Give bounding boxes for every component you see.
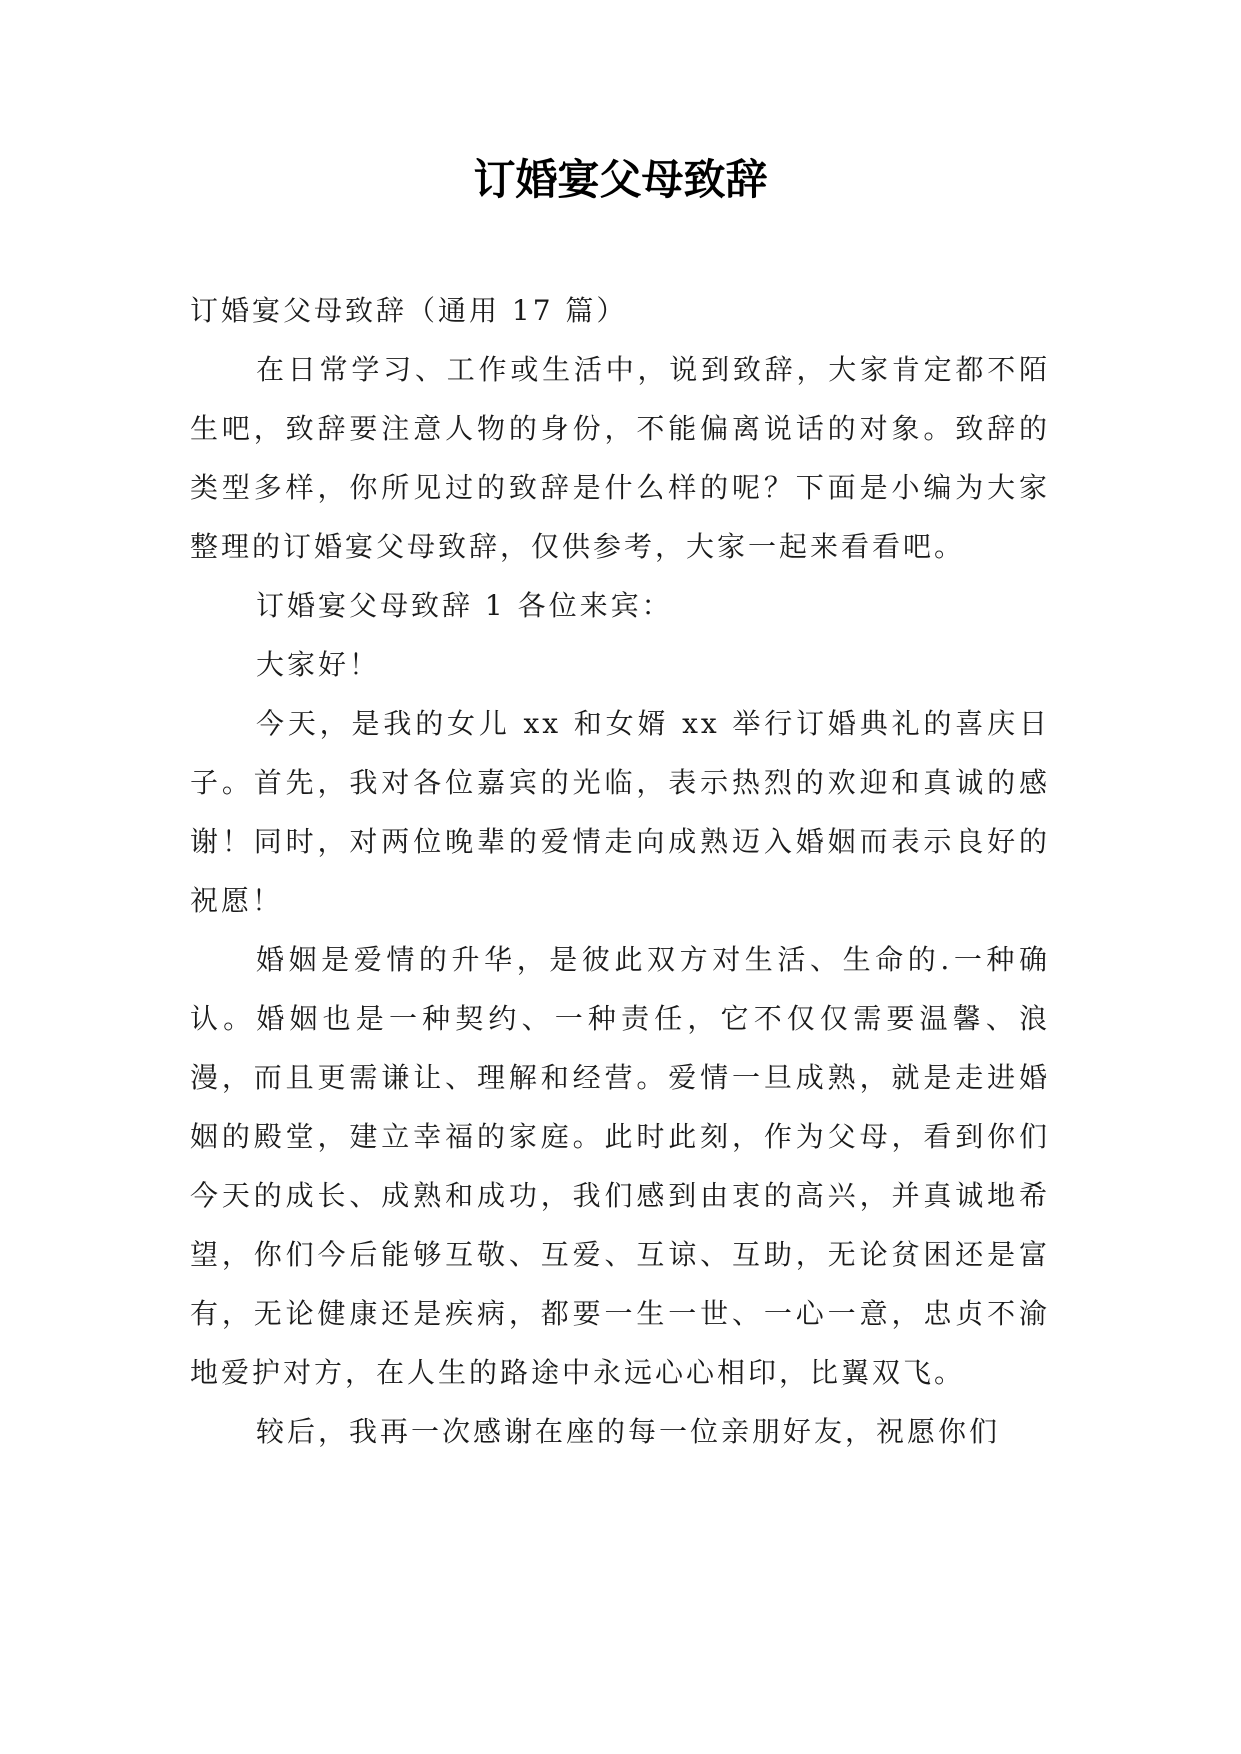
body-paragraph: 较后，我再一次感谢在座的每一位亲朋好友，祝愿你们 xyxy=(256,1415,1001,1448)
document-body xyxy=(190,281,1050,1461)
body-paragraph: 今天，是我的女儿 xx 和女婿 xx 举行订婚典礼的喜庆日子。首先，我对各位嘉宾的光临，表示热烈的欢迎和真诚的感谢！同时，对两位晚辈的爱情走向成熟迈入婚姻而表示良好的祝愿！ xyxy=(190,707,1050,917)
body-paragraph: 婚姻是爱情的升华，是彼此双方对生活、生命的.一种确认。婚姻也是一种契约、一种责任，它不仅仅需要温馨、浪漫，而且更需谦让、理解和经营。爱情一旦成熟，就是走进婚姻的殿堂，建立幸福的家庭。此时此刻，作为父母，看到你们今天的成长、成熟和成功，我们感到由衷的高兴，并真诚地希望，你们今后能够互敬、互爱、互谅、互助，无论贫困还是富有，无论健康还是疾病，都要一生一世、一心一意，忠贞不渝地爱护对方，在人生的路途中永远心心相印，比翼双飞。 xyxy=(190,943,1050,1389)
document-title: 订婚宴父母致辞 xyxy=(473,155,768,204)
greeting-paragraph: 大家好！ xyxy=(256,648,381,681)
speech-heading-paragraph: 订婚宴父母致辞 1 各位来宾： xyxy=(256,589,673,622)
intro-paragraph: 在日常学习、工作或生活中，说到致辞，大家肯定都不陌生吧，致辞要注意人物的身份，不能偏离说话的对象。致辞的类型多样，你所见过的致辞是什么样的呢？下面是小编为大家整理的订婚宴父母致辞，仅供参考，大家一起来看看吧。 xyxy=(190,353,1050,563)
subtitle-paragraph: 订婚宴父母致辞（通用 17 篇） xyxy=(190,294,628,327)
